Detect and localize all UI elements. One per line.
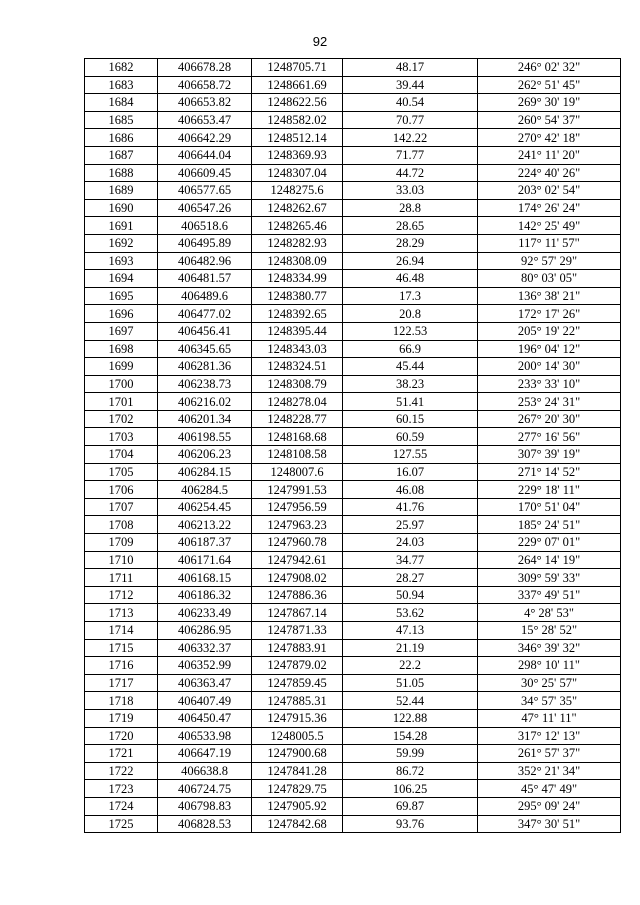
- table-row: [85, 657, 621, 675]
- distance-cell: 28.8: [343, 199, 478, 217]
- point-number-cell: 1703: [85, 428, 158, 446]
- y-coordinate-cell: 1247886.36: [252, 586, 343, 604]
- x-coordinate-cell: 406547.26: [158, 199, 252, 217]
- bearing-cell: 347° 30' 51": [478, 815, 621, 833]
- table-row: [85, 287, 621, 305]
- x-coordinate-cell: 406238.73: [158, 375, 252, 393]
- y-coordinate-cell: 1247842.68: [252, 815, 343, 833]
- distance-cell: 70.77: [343, 111, 478, 129]
- distance-cell: 33.03: [343, 182, 478, 200]
- table-row: [85, 305, 621, 323]
- distance-cell: 86.72: [343, 762, 478, 780]
- x-coordinate-cell: 406609.45: [158, 164, 252, 182]
- y-coordinate-cell: 1247885.31: [252, 692, 343, 710]
- point-number-cell: 1720: [85, 727, 158, 745]
- point-number-cell: 1715: [85, 639, 158, 657]
- y-coordinate-cell: 1248007.6: [252, 463, 343, 481]
- distance-cell: 50.94: [343, 586, 478, 604]
- point-number-cell: 1702: [85, 410, 158, 428]
- distance-cell: 39.44: [343, 76, 478, 94]
- table-row: [85, 709, 621, 727]
- bearing-cell: 352° 21' 34": [478, 762, 621, 780]
- y-coordinate-cell: 1247879.02: [252, 657, 343, 675]
- distance-cell: 45.44: [343, 358, 478, 376]
- x-coordinate-cell: 406216.02: [158, 393, 252, 411]
- y-coordinate-cell: 1248005.5: [252, 727, 343, 745]
- bearing-cell: 185° 24' 51": [478, 516, 621, 534]
- table-row: [85, 322, 621, 340]
- y-coordinate-cell: 1248228.77: [252, 410, 343, 428]
- y-coordinate-cell: 1247905.92: [252, 797, 343, 815]
- x-coordinate-cell: 406281.36: [158, 358, 252, 376]
- distance-cell: 41.76: [343, 498, 478, 516]
- x-coordinate-cell: 406456.41: [158, 322, 252, 340]
- bearing-cell: 317° 12' 13": [478, 727, 621, 745]
- x-coordinate-cell: 406286.95: [158, 622, 252, 640]
- table-row: [85, 586, 621, 604]
- point-number-cell: 1697: [85, 322, 158, 340]
- distance-cell: 34.77: [343, 551, 478, 569]
- x-coordinate-cell: 406481.57: [158, 270, 252, 288]
- table-row: [85, 358, 621, 376]
- point-number-cell: 1710: [85, 551, 158, 569]
- x-coordinate-cell: 406284.15: [158, 463, 252, 481]
- bearing-cell: 267° 20' 30": [478, 410, 621, 428]
- x-coordinate-cell: 406577.65: [158, 182, 252, 200]
- table-row: [85, 481, 621, 499]
- x-coordinate-cell: 406233.49: [158, 604, 252, 622]
- x-coordinate-cell: 406642.29: [158, 129, 252, 147]
- y-coordinate-cell: 1247908.02: [252, 569, 343, 587]
- bearing-cell: 264° 14' 19": [478, 551, 621, 569]
- point-number-cell: 1693: [85, 252, 158, 270]
- x-coordinate-cell: 406171.64: [158, 551, 252, 569]
- distance-cell: 24.03: [343, 534, 478, 552]
- distance-cell: 51.41: [343, 393, 478, 411]
- point-number-cell: 1712: [85, 586, 158, 604]
- x-coordinate-cell: 406352.99: [158, 657, 252, 675]
- y-coordinate-cell: 1248324.51: [252, 358, 343, 376]
- x-coordinate-cell: 406206.23: [158, 446, 252, 464]
- bearing-cell: 246° 02' 32": [478, 59, 621, 77]
- x-coordinate-cell: 406495.89: [158, 234, 252, 252]
- bearing-cell: 269° 30' 19": [478, 94, 621, 112]
- distance-cell: 59.99: [343, 745, 478, 763]
- table-row: [85, 111, 621, 129]
- y-coordinate-cell: 1247859.45: [252, 674, 343, 692]
- table-row: [85, 622, 621, 640]
- table-row: [85, 815, 621, 833]
- distance-cell: 48.17: [343, 59, 478, 77]
- table-row: [85, 639, 621, 657]
- x-coordinate-cell: 406168.15: [158, 569, 252, 587]
- y-coordinate-cell: 1248582.02: [252, 111, 343, 129]
- point-number-cell: 1692: [85, 234, 158, 252]
- table-row: [85, 146, 621, 164]
- y-coordinate-cell: 1248265.46: [252, 217, 343, 235]
- distance-cell: 51.05: [343, 674, 478, 692]
- bearing-cell: 262° 51' 45": [478, 76, 621, 94]
- table-row: [85, 129, 621, 147]
- x-coordinate-cell: 406450.47: [158, 709, 252, 727]
- point-number-cell: 1706: [85, 481, 158, 499]
- table-row: [85, 534, 621, 552]
- bearing-cell: 15° 28' 52": [478, 622, 621, 640]
- point-number-cell: 1719: [85, 709, 158, 727]
- point-number-cell: 1705: [85, 463, 158, 481]
- bearing-cell: 307° 39' 19": [478, 446, 621, 464]
- table-row: [85, 498, 621, 516]
- distance-cell: 66.9: [343, 340, 478, 358]
- bearing-cell: 298° 10' 11": [478, 657, 621, 675]
- bearing-cell: 295° 09' 24": [478, 797, 621, 815]
- y-coordinate-cell: 1248282.93: [252, 234, 343, 252]
- distance-cell: 52.44: [343, 692, 478, 710]
- bearing-cell: 80° 03' 05": [478, 270, 621, 288]
- distance-cell: 60.59: [343, 428, 478, 446]
- x-coordinate-cell: 406482.96: [158, 252, 252, 270]
- table-row: [85, 797, 621, 815]
- table-row: [85, 780, 621, 798]
- x-coordinate-cell: 406198.55: [158, 428, 252, 446]
- y-coordinate-cell: 1248380.77: [252, 287, 343, 305]
- bearing-cell: 4° 28' 53": [478, 604, 621, 622]
- table-row: [85, 674, 621, 692]
- point-number-cell: 1723: [85, 780, 158, 798]
- bearing-cell: 142° 25' 49": [478, 217, 621, 235]
- bearing-cell: 253° 24' 31": [478, 393, 621, 411]
- coordinates-table-body: [85, 59, 621, 833]
- x-coordinate-cell: 406724.75: [158, 780, 252, 798]
- bearing-cell: 34° 57' 35": [478, 692, 621, 710]
- point-number-cell: 1725: [85, 815, 158, 833]
- x-coordinate-cell: 406644.04: [158, 146, 252, 164]
- y-coordinate-cell: 1248512.14: [252, 129, 343, 147]
- bearing-cell: 346° 39' 32": [478, 639, 621, 657]
- x-coordinate-cell: 406678.28: [158, 59, 252, 77]
- x-coordinate-cell: 406363.47: [158, 674, 252, 692]
- table-row: [85, 270, 621, 288]
- distance-cell: 47.13: [343, 622, 478, 640]
- table-row: [85, 745, 621, 763]
- y-coordinate-cell: 1248307.04: [252, 164, 343, 182]
- x-coordinate-cell: 406477.02: [158, 305, 252, 323]
- bearing-cell: 205° 19' 22": [478, 322, 621, 340]
- distance-cell: 40.54: [343, 94, 478, 112]
- point-number-cell: 1699: [85, 358, 158, 376]
- table-row: [85, 199, 621, 217]
- point-number-cell: 1689: [85, 182, 158, 200]
- point-number-cell: 1724: [85, 797, 158, 815]
- distance-cell: 122.53: [343, 322, 478, 340]
- distance-cell: 69.87: [343, 797, 478, 815]
- distance-cell: 122.88: [343, 709, 478, 727]
- point-number-cell: 1716: [85, 657, 158, 675]
- point-number-cell: 1688: [85, 164, 158, 182]
- point-number-cell: 1684: [85, 94, 158, 112]
- point-number-cell: 1700: [85, 375, 158, 393]
- y-coordinate-cell: 1247867.14: [252, 604, 343, 622]
- distance-cell: 60.15: [343, 410, 478, 428]
- y-coordinate-cell: 1247829.75: [252, 780, 343, 798]
- table-row: [85, 182, 621, 200]
- bearing-cell: 229° 07' 01": [478, 534, 621, 552]
- bearing-cell: 241° 11' 20": [478, 146, 621, 164]
- x-coordinate-cell: 406186.32: [158, 586, 252, 604]
- y-coordinate-cell: 1248661.69: [252, 76, 343, 94]
- table-row: [85, 252, 621, 270]
- distance-cell: 127.55: [343, 446, 478, 464]
- bearing-cell: 92° 57' 29": [478, 252, 621, 270]
- x-coordinate-cell: 406533.98: [158, 727, 252, 745]
- table-row: [85, 94, 621, 112]
- table-row: [85, 375, 621, 393]
- distance-cell: 25.97: [343, 516, 478, 534]
- y-coordinate-cell: 1247871.33: [252, 622, 343, 640]
- y-coordinate-cell: 1248622.56: [252, 94, 343, 112]
- x-coordinate-cell: 406284.5: [158, 481, 252, 499]
- x-coordinate-cell: 406407.49: [158, 692, 252, 710]
- point-number-cell: 1713: [85, 604, 158, 622]
- y-coordinate-cell: 1248308.79: [252, 375, 343, 393]
- table-row: [85, 516, 621, 534]
- y-coordinate-cell: 1247883.91: [252, 639, 343, 657]
- table-row: [85, 727, 621, 745]
- point-number-cell: 1721: [85, 745, 158, 763]
- coordinates-table: [84, 58, 621, 833]
- table-row: [85, 446, 621, 464]
- bearing-cell: 224° 40' 26": [478, 164, 621, 182]
- x-coordinate-cell: 406647.19: [158, 745, 252, 763]
- distance-cell: 20.8: [343, 305, 478, 323]
- bearing-cell: 136° 38' 21": [478, 287, 621, 305]
- bearing-cell: 271° 14' 52": [478, 463, 621, 481]
- point-number-cell: 1707: [85, 498, 158, 516]
- distance-cell: 93.76: [343, 815, 478, 833]
- bearing-cell: 200° 14' 30": [478, 358, 621, 376]
- bearing-cell: 172° 17' 26": [478, 305, 621, 323]
- distance-cell: 46.08: [343, 481, 478, 499]
- bearing-cell: 260° 54' 37": [478, 111, 621, 129]
- bearing-cell: 309° 59' 33": [478, 569, 621, 587]
- bearing-cell: 203° 02' 54": [478, 182, 621, 200]
- y-coordinate-cell: 1247956.59: [252, 498, 343, 516]
- table-row: [85, 604, 621, 622]
- point-number-cell: 1698: [85, 340, 158, 358]
- distance-cell: 28.65: [343, 217, 478, 235]
- x-coordinate-cell: 406345.65: [158, 340, 252, 358]
- distance-cell: 142.22: [343, 129, 478, 147]
- point-number-cell: 1694: [85, 270, 158, 288]
- table-row: [85, 164, 621, 182]
- distance-cell: 106.25: [343, 780, 478, 798]
- distance-cell: 22.2: [343, 657, 478, 675]
- distance-cell: 53.62: [343, 604, 478, 622]
- point-number-cell: 1711: [85, 569, 158, 587]
- x-coordinate-cell: 406201.34: [158, 410, 252, 428]
- x-coordinate-cell: 406187.37: [158, 534, 252, 552]
- point-number-cell: 1690: [85, 199, 158, 217]
- point-number-cell: 1722: [85, 762, 158, 780]
- distance-cell: 21.19: [343, 639, 478, 657]
- distance-cell: 16.07: [343, 463, 478, 481]
- point-number-cell: 1709: [85, 534, 158, 552]
- point-number-cell: 1687: [85, 146, 158, 164]
- table-row: [85, 692, 621, 710]
- table-row: [85, 410, 621, 428]
- table-row: [85, 463, 621, 481]
- y-coordinate-cell: 1248168.68: [252, 428, 343, 446]
- bearing-cell: 174° 26' 24": [478, 199, 621, 217]
- point-number-cell: 1685: [85, 111, 158, 129]
- y-coordinate-cell: 1248308.09: [252, 252, 343, 270]
- point-number-cell: 1708: [85, 516, 158, 534]
- point-number-cell: 1696: [85, 305, 158, 323]
- y-coordinate-cell: 1247942.61: [252, 551, 343, 569]
- x-coordinate-cell: 406653.82: [158, 94, 252, 112]
- y-coordinate-cell: 1248705.71: [252, 59, 343, 77]
- point-number-cell: 1717: [85, 674, 158, 692]
- distance-cell: 17.3: [343, 287, 478, 305]
- y-coordinate-cell: 1248343.03: [252, 340, 343, 358]
- bearing-cell: 277° 16' 56": [478, 428, 621, 446]
- y-coordinate-cell: 1247915.36: [252, 709, 343, 727]
- x-coordinate-cell: 406828.53: [158, 815, 252, 833]
- y-coordinate-cell: 1247841.28: [252, 762, 343, 780]
- bearing-cell: 229° 18' 11": [478, 481, 621, 499]
- bearing-cell: 337° 49' 51": [478, 586, 621, 604]
- x-coordinate-cell: 406332.37: [158, 639, 252, 657]
- point-number-cell: 1691: [85, 217, 158, 235]
- y-coordinate-cell: 1248334.99: [252, 270, 343, 288]
- y-coordinate-cell: 1248275.6: [252, 182, 343, 200]
- x-coordinate-cell: 406489.6: [158, 287, 252, 305]
- point-number-cell: 1682: [85, 59, 158, 77]
- y-coordinate-cell: 1248262.67: [252, 199, 343, 217]
- y-coordinate-cell: 1248395.44: [252, 322, 343, 340]
- bearing-cell: 270° 42' 18": [478, 129, 621, 147]
- point-number-cell: 1704: [85, 446, 158, 464]
- page-number: 92: [312, 34, 328, 49]
- y-coordinate-cell: 1247991.53: [252, 481, 343, 499]
- table-row: [85, 393, 621, 411]
- bearing-cell: 30° 25' 57": [478, 674, 621, 692]
- point-number-cell: 1683: [85, 76, 158, 94]
- y-coordinate-cell: 1248108.58: [252, 446, 343, 464]
- y-coordinate-cell: 1247960.78: [252, 534, 343, 552]
- x-coordinate-cell: 406518.6: [158, 217, 252, 235]
- table-row: [85, 551, 621, 569]
- y-coordinate-cell: 1247963.23: [252, 516, 343, 534]
- bearing-cell: 45° 47' 49": [478, 780, 621, 798]
- y-coordinate-cell: 1248392.65: [252, 305, 343, 323]
- table-row: [85, 234, 621, 252]
- x-coordinate-cell: 406638.8: [158, 762, 252, 780]
- table-row: [85, 569, 621, 587]
- bearing-cell: 196° 04' 12": [478, 340, 621, 358]
- table-row: [85, 340, 621, 358]
- bearing-cell: 170° 51' 04": [478, 498, 621, 516]
- bearing-cell: 47° 11' 11": [478, 709, 621, 727]
- y-coordinate-cell: 1248369.93: [252, 146, 343, 164]
- distance-cell: 28.27: [343, 569, 478, 587]
- y-coordinate-cell: 1247900.68: [252, 745, 343, 763]
- point-number-cell: 1686: [85, 129, 158, 147]
- x-coordinate-cell: 406798.83: [158, 797, 252, 815]
- bearing-cell: 233° 33' 10": [478, 375, 621, 393]
- distance-cell: 28.29: [343, 234, 478, 252]
- x-coordinate-cell: 406658.72: [158, 76, 252, 94]
- point-number-cell: 1718: [85, 692, 158, 710]
- distance-cell: 38.23: [343, 375, 478, 393]
- y-coordinate-cell: 1248278.04: [252, 393, 343, 411]
- distance-cell: 154.28: [343, 727, 478, 745]
- x-coordinate-cell: 406653.47: [158, 111, 252, 129]
- table-row: [85, 428, 621, 446]
- distance-cell: 71.77: [343, 146, 478, 164]
- table-row: [85, 59, 621, 77]
- table-row: [85, 76, 621, 94]
- point-number-cell: 1701: [85, 393, 158, 411]
- distance-cell: 44.72: [343, 164, 478, 182]
- distance-cell: 46.48: [343, 270, 478, 288]
- table-row: [85, 217, 621, 235]
- bearing-cell: 261° 57' 37": [478, 745, 621, 763]
- bearing-cell: 117° 11' 57": [478, 234, 621, 252]
- table-row: [85, 762, 621, 780]
- x-coordinate-cell: 406213.22: [158, 516, 252, 534]
- distance-cell: 26.94: [343, 252, 478, 270]
- x-coordinate-cell: 406254.45: [158, 498, 252, 516]
- point-number-cell: 1695: [85, 287, 158, 305]
- point-number-cell: 1714: [85, 622, 158, 640]
